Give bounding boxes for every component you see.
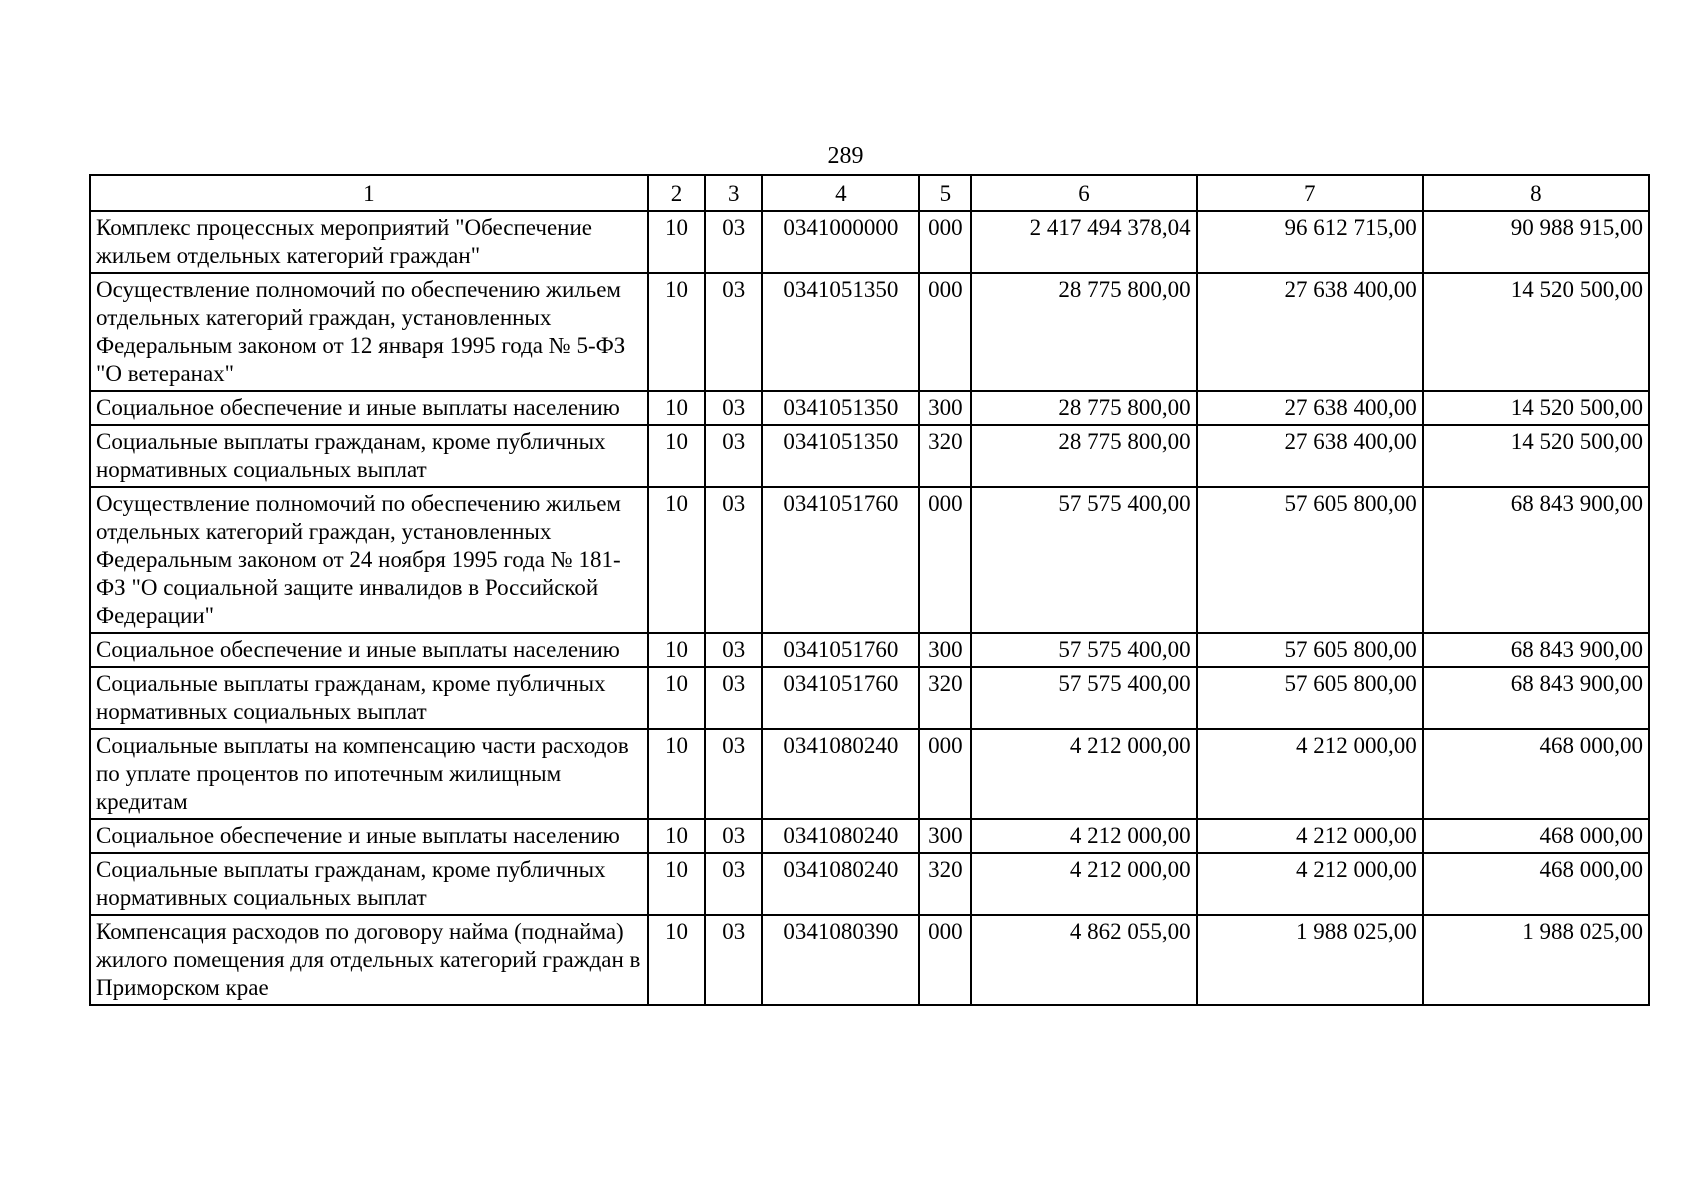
item-name: Компенсация расходов по договору найма (поднайма) жилого помещения для отдельных категорий граждан в Приморском крае — [90, 915, 648, 1005]
amount-col8: 468 000,00 — [1423, 853, 1649, 915]
amount-col6: 4 212 000,00 — [971, 729, 1196, 819]
section-code: 10 — [648, 915, 705, 1005]
amount-col8: 14 520 500,00 — [1423, 425, 1649, 487]
item-name: Социальные выплаты гражданам, кроме публичных нормативных социальных выплат — [90, 667, 648, 729]
target-article-code: 0341080240 — [762, 819, 919, 853]
amount-col7: 27 638 400,00 — [1197, 425, 1423, 487]
target-article-code: 0341051760 — [762, 667, 919, 729]
amount-col8: 468 000,00 — [1423, 819, 1649, 853]
item-name: Осуществление полномочий по обеспечению жильем отдельных категорий граждан, установленных Федеральным законом от 24 ноября 1995 года № 181-ФЗ "О социальной защите инвалидов в Российской Федерации" — [90, 487, 648, 633]
amount-col6: 4 212 000,00 — [971, 853, 1196, 915]
table-row — [90, 633, 1649, 667]
item-name: Социальные выплаты гражданам, кроме публичных нормативных социальных выплат — [90, 425, 648, 487]
table-row — [90, 425, 1649, 487]
section-code: 10 — [648, 211, 705, 273]
amount-col7: 1 988 025,00 — [1197, 915, 1423, 1005]
amount-col6: 28 775 800,00 — [971, 425, 1196, 487]
table-row — [90, 853, 1649, 915]
amount-col6: 57 575 400,00 — [971, 487, 1196, 633]
section-code: 10 — [648, 819, 705, 853]
header-row — [90, 175, 1649, 211]
header-cell: 6 — [971, 175, 1196, 211]
section-code: 10 — [648, 425, 705, 487]
amount-col8: 68 843 900,00 — [1423, 487, 1649, 633]
subsection-code: 03 — [705, 819, 762, 853]
expense-type-code: 300 — [919, 633, 971, 667]
amount-col7: 4 212 000,00 — [1197, 729, 1423, 819]
expense-type-code: 000 — [919, 273, 971, 391]
target-article-code: 0341051350 — [762, 425, 919, 487]
subsection-code: 03 — [705, 915, 762, 1005]
amount-col7: 27 638 400,00 — [1197, 273, 1423, 391]
subsection-code: 03 — [705, 667, 762, 729]
subsection-code: 03 — [705, 211, 762, 273]
section-code: 10 — [648, 729, 705, 819]
section-code: 10 — [648, 391, 705, 425]
table-row — [90, 819, 1649, 853]
target-article-code: 0341080240 — [762, 853, 919, 915]
target-article-code: 0341051350 — [762, 391, 919, 425]
subsection-code: 03 — [705, 729, 762, 819]
section-code: 10 — [648, 633, 705, 667]
amount-col8: 468 000,00 — [1423, 729, 1649, 819]
amount-col7: 57 605 800,00 — [1197, 633, 1423, 667]
expense-type-code: 320 — [919, 667, 971, 729]
table-row — [90, 211, 1649, 273]
header-cell: 8 — [1423, 175, 1649, 211]
item-name: Комплекс процессных мероприятий "Обеспечение жильем отдельных категорий граждан" — [90, 211, 648, 273]
header-cell: 1 — [90, 175, 648, 211]
amount-col7: 27 638 400,00 — [1197, 391, 1423, 425]
expense-type-code: 320 — [919, 425, 971, 487]
table-row — [90, 729, 1649, 819]
expense-type-code: 000 — [919, 729, 971, 819]
item-name: Социальное обеспечение и иные выплаты населению — [90, 633, 648, 667]
section-code: 10 — [648, 273, 705, 391]
amount-col6: 4 862 055,00 — [971, 915, 1196, 1005]
header-cell: 2 — [648, 175, 705, 211]
amount-col6: 57 575 400,00 — [971, 667, 1196, 729]
amount-col6: 57 575 400,00 — [971, 633, 1196, 667]
header-cell: 7 — [1197, 175, 1423, 211]
expense-type-code: 000 — [919, 915, 971, 1005]
expense-type-code: 300 — [919, 391, 971, 425]
expense-type-code: 300 — [919, 819, 971, 853]
amount-col7: 4 212 000,00 — [1197, 853, 1423, 915]
table-body — [90, 211, 1649, 1005]
amount-col6: 28 775 800,00 — [971, 273, 1196, 391]
table-row — [90, 391, 1649, 425]
subsection-code: 03 — [705, 425, 762, 487]
item-name: Социальное обеспечение и иные выплаты населению — [90, 391, 648, 425]
expense-type-code: 000 — [919, 487, 971, 633]
header-cell: 4 — [762, 175, 919, 211]
table-row — [90, 915, 1649, 1005]
header-cell: 5 — [919, 175, 971, 211]
amount-col8: 90 988 915,00 — [1423, 211, 1649, 273]
subsection-code: 03 — [705, 853, 762, 915]
amount-col8: 14 520 500,00 — [1423, 273, 1649, 391]
subsection-code: 03 — [705, 273, 762, 391]
target-article-code: 0341080240 — [762, 729, 919, 819]
budget-table — [89, 174, 1650, 1006]
amount-col7: 4 212 000,00 — [1197, 819, 1423, 853]
target-article-code: 0341000000 — [762, 211, 919, 273]
amount-col6: 28 775 800,00 — [971, 391, 1196, 425]
item-name: Социальные выплаты гражданам, кроме публичных нормативных социальных выплат — [90, 853, 648, 915]
subsection-code: 03 — [705, 391, 762, 425]
item-name: Осуществление полномочий по обеспечению жильем отдельных категорий граждан, установленных Федеральным законом от 12 января 1995 года № 5-ФЗ "О ветеранах" — [90, 273, 648, 391]
subsection-code: 03 — [705, 633, 762, 667]
header-cell: 3 — [705, 175, 762, 211]
subsection-code: 03 — [705, 487, 762, 633]
amount-col8: 14 520 500,00 — [1423, 391, 1649, 425]
item-name: Социальное обеспечение и иные выплаты населению — [90, 819, 648, 853]
amount-col8: 68 843 900,00 — [1423, 633, 1649, 667]
amount-col7: 57 605 800,00 — [1197, 487, 1423, 633]
amount-col8: 68 843 900,00 — [1423, 667, 1649, 729]
amount-col6: 4 212 000,00 — [971, 819, 1196, 853]
table-row — [90, 273, 1649, 391]
target-article-code: 0341051760 — [762, 633, 919, 667]
target-article-code: 0341080390 — [762, 915, 919, 1005]
amount-col6: 2 417 494 378,04 — [971, 211, 1196, 273]
table-row — [90, 487, 1649, 633]
section-code: 10 — [648, 667, 705, 729]
item-name: Социальные выплаты на компенсацию части расходов по уплате процентов по ипотечным жилищным кредитам — [90, 729, 648, 819]
amount-col7: 57 605 800,00 — [1197, 667, 1423, 729]
target-article-code: 0341051760 — [762, 487, 919, 633]
amount-col7: 96 612 715,00 — [1197, 211, 1423, 273]
page-number: 289 — [827, 143, 864, 169]
expense-type-code: 320 — [919, 853, 971, 915]
section-code: 10 — [648, 853, 705, 915]
table-row — [90, 667, 1649, 729]
target-article-code: 0341051350 — [762, 273, 919, 391]
expense-type-code: 000 — [919, 211, 971, 273]
section-code: 10 — [648, 487, 705, 633]
amount-col8: 1 988 025,00 — [1423, 915, 1649, 1005]
